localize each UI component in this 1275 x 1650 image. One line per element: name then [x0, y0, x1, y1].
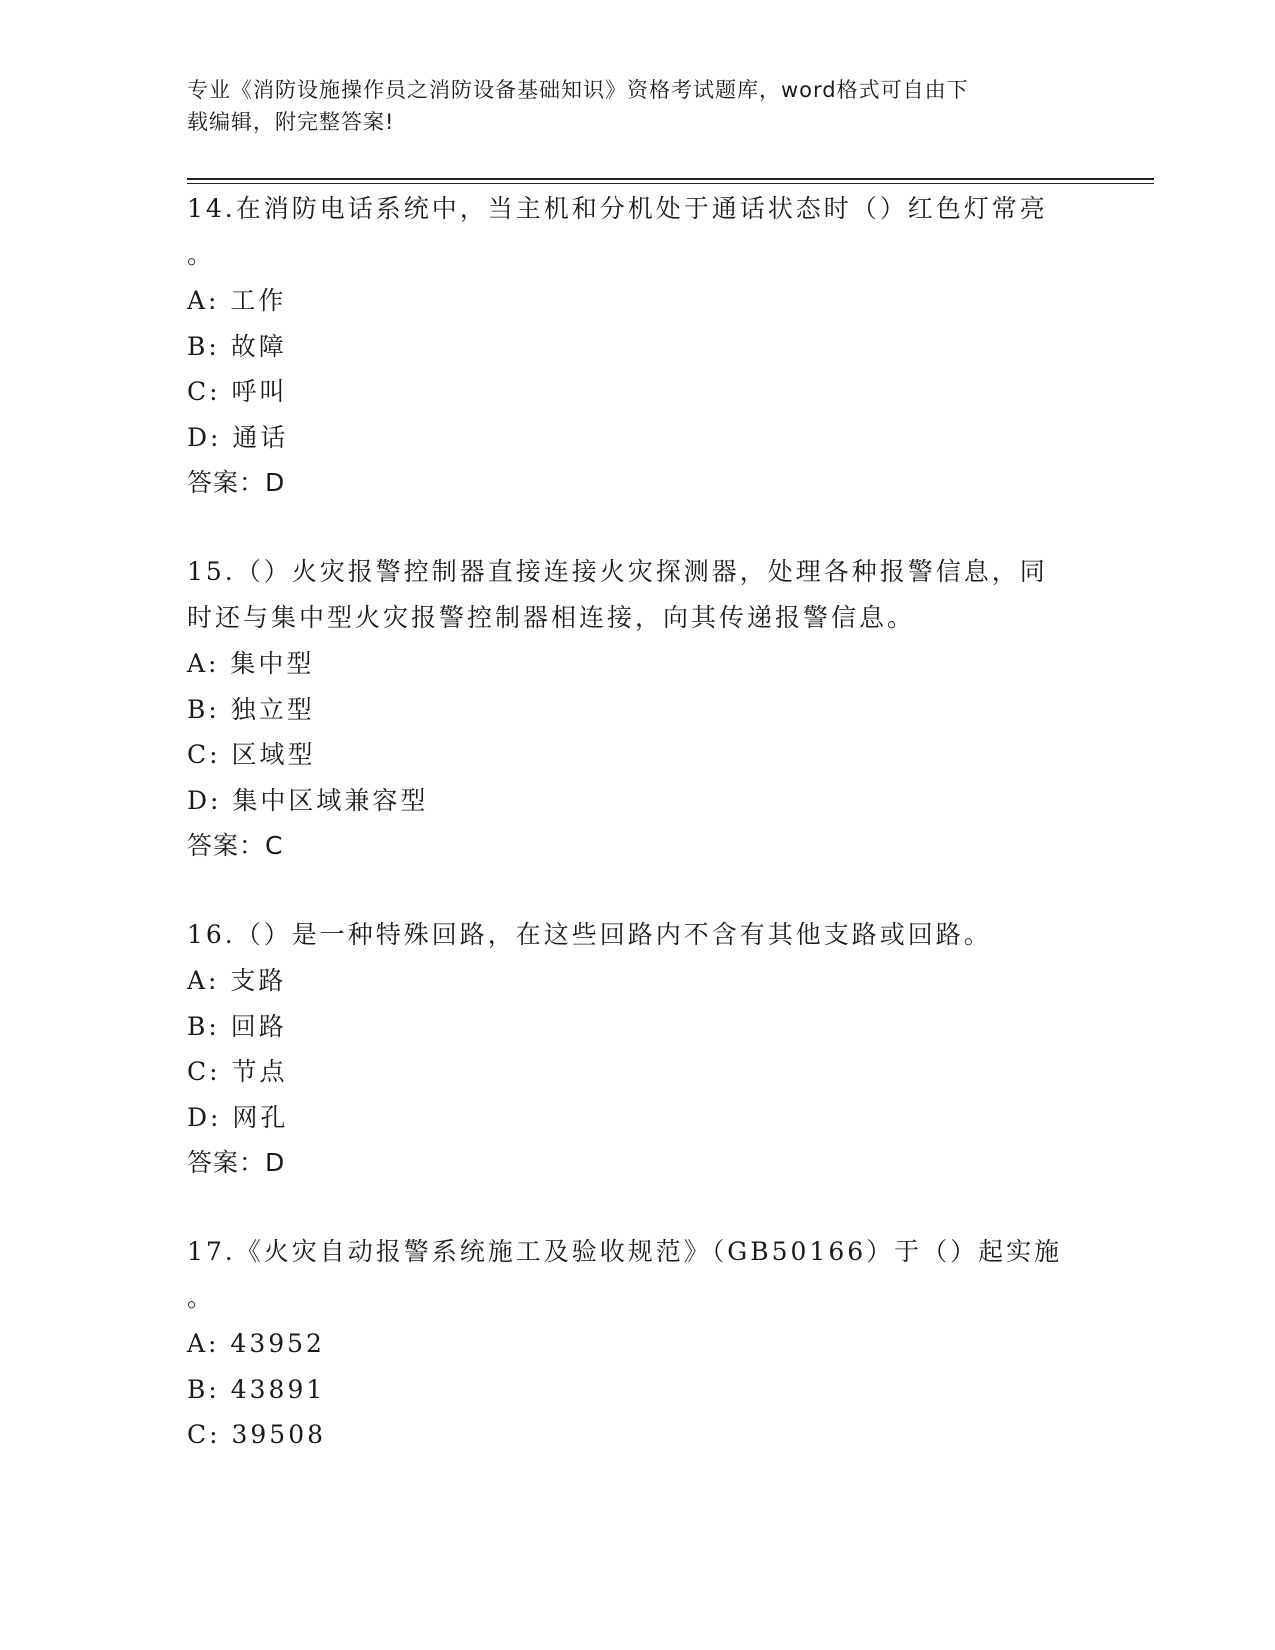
question-list: [187, 186, 1077, 1458]
question-stem-line: 。: [187, 240, 216, 269]
option-c: C: 呼叫: [187, 377, 288, 406]
option-b: B: 回路: [187, 1011, 287, 1041]
header-line-2: 载编辑，附完整答案!: [187, 110, 395, 134]
question-stem-line: 16.（）是一种特殊回路，在这些回路内不含有其他支路或回路。: [187, 920, 992, 949]
option-c: C: 区域型: [187, 740, 316, 769]
option-b: B: 43891: [187, 1374, 326, 1404]
question-15: [187, 549, 1077, 868]
answer-line: 答案：C: [187, 831, 284, 860]
question-stem-line: 15.（）火灾报警控制器直接连接火灾探测器，处理各种报警信息，同: [187, 557, 1048, 586]
header-line-1: 专业《消防设施操作员之消防设备基础知识》资格考试题库，word格式可自由下: [187, 78, 969, 102]
header-divider-thin: [187, 183, 1154, 184]
option-a: A: 集中型: [187, 649, 315, 678]
question-17: [187, 1229, 1077, 1458]
document-header: [187, 74, 1067, 138]
option-d: D: 通话: [187, 422, 289, 452]
question-stem-line: 。: [187, 1283, 216, 1312]
option-a: A: 工作: [187, 286, 287, 315]
answer-line: 答案：D: [187, 1148, 286, 1177]
option-d: D: 集中区域兼容型: [187, 785, 429, 815]
question-16: [187, 912, 1077, 1185]
option-c: C: 节点: [187, 1057, 288, 1086]
option-a: A: 43952: [187, 1329, 325, 1358]
question-stem-line: 14.在消防电话系统中，当主机和分机处于通话状态时（）红色灯常亮: [187, 194, 1048, 223]
option-b: B: 故障: [187, 331, 287, 361]
question-stem-line: 时还与集中型火灾报警控制器相连接，向其传递报警信息。: [187, 603, 916, 632]
option-a: A: 支路: [187, 966, 287, 995]
question-stem-line: 17.《火灾自动报警系统施工及验收规范》（GB50166）于（）起实施: [187, 1237, 1063, 1266]
option-b: B: 独立型: [187, 694, 315, 724]
answer-line: 答案：D: [187, 468, 286, 497]
header-divider: [187, 178, 1154, 180]
option-d: D: 网孔: [187, 1102, 289, 1132]
option-c: C: 39508: [187, 1420, 327, 1449]
question-14: [187, 186, 1077, 505]
